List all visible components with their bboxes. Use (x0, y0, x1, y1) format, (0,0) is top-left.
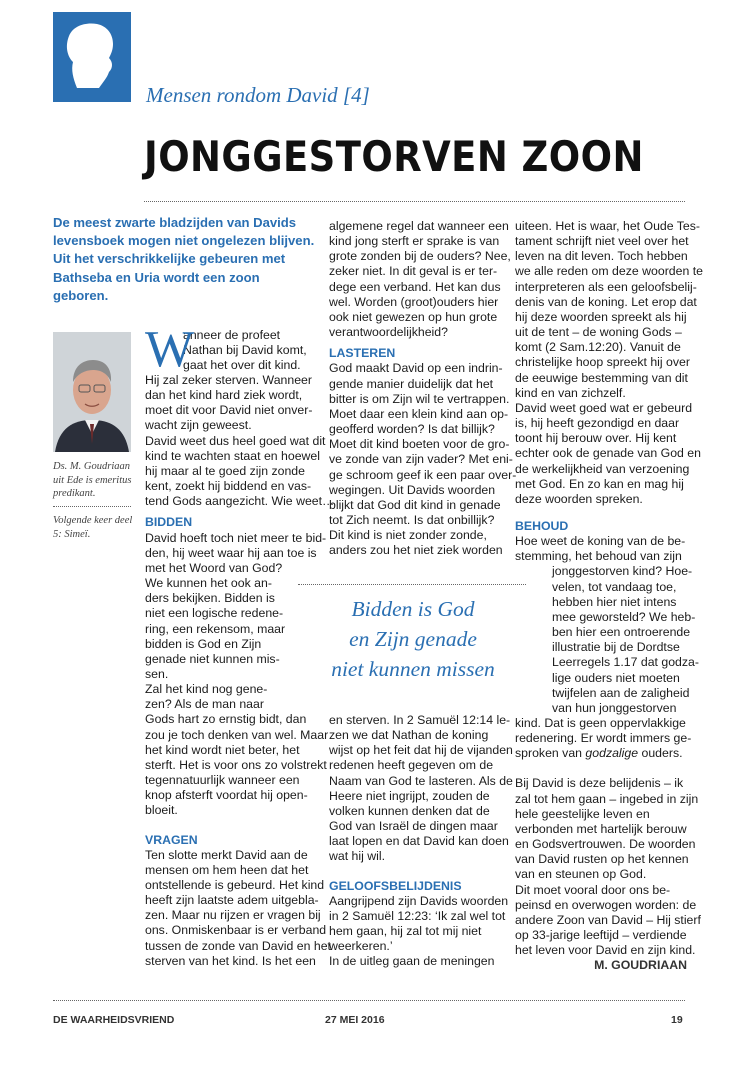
text-line: tend Gods aangezicht. Wie weet… (145, 494, 335, 509)
text-line: God van Israël de dingen maar (329, 819, 498, 834)
text-line: hem gaan, hij zal tot mij niet (329, 924, 482, 939)
text-line: en Godsvertrouwen. De woorden (515, 837, 696, 852)
text-line: Moet daar een klein kind aan op- (329, 406, 509, 421)
text-line: hebben hier niet intens (552, 594, 677, 609)
text-line: zen we dat Nathan de koning (329, 728, 489, 743)
column-2-bottom (329, 713, 513, 970)
text-line: met het Woord van God? (145, 560, 283, 575)
text-line: genade niet kunnen mis- (145, 651, 280, 666)
text-line: illustratie bij de Dordtse (552, 640, 680, 655)
text-span: sproken van (515, 746, 586, 761)
section-heading-bidden: BIDDEN (145, 515, 193, 530)
text-line: interpreteren als een geloofsbelij- (515, 279, 697, 294)
text-line: kent, zoekt hij biddend en vas- (145, 479, 312, 494)
text-line: dan het kind hard ziek wordt, (145, 388, 303, 403)
text-line: deze woorden spreken. (515, 491, 643, 506)
text-line: dege een verband. Het kan dus (329, 279, 501, 294)
text-line: denis van de koning. Let erop dat (515, 294, 697, 309)
text-line: bitter is om Zijn wil te vertrappen. (329, 391, 510, 406)
text-line: stemming, het behoud van zijn (515, 549, 682, 564)
text-line: wel. Worden (groot)ouders hier (329, 294, 499, 309)
author-signature: M. GOUDRIAAN (594, 958, 687, 973)
text-line: ons. Onmiskenbaar is er verband (145, 923, 327, 938)
section-heading-vragen: VRAGEN (145, 832, 198, 847)
text-line: van David rusten op het kennen (515, 852, 689, 867)
text-line: algemene regel dat wanneer een (329, 219, 509, 233)
text-line: zou je toch denken van wel. Maar (145, 727, 329, 742)
text-line: In de uitleg gaan de meningen (329, 954, 495, 969)
text-line: hij maar al te goed zijn zonde (145, 463, 305, 478)
text-line: wacht zijn geweest. (145, 418, 252, 433)
text-line: zeker niet. In dit geval is er ter- (329, 264, 498, 279)
footer-divider (53, 1000, 685, 1001)
text-line: de werkelijkheid van verzoening (515, 461, 690, 476)
text-line: verantwoordelijkheid? (329, 325, 448, 340)
text-line: anneer de profeet (183, 328, 281, 342)
text-line: David weet goed wat er gebeurd (515, 400, 693, 415)
text-line: sterft. Het is voor ons zo volstrekt (145, 757, 327, 772)
text-line: ook niet gewezen op hun grote (329, 309, 498, 324)
sidebar-divider (53, 506, 131, 507)
text-line: de eeuwige bestemming van dit (515, 370, 688, 385)
emphasis-text: godzalige (585, 746, 639, 761)
text-span: ouders. (638, 746, 683, 761)
text-line: niet een logische redene- (145, 606, 284, 621)
next-episode-note: Volgende keer deel 5: Simeï. (53, 515, 133, 540)
text-line: Hij zal zeker sterven. Wanneer (145, 373, 312, 387)
issue-date: 27 MEI 2016 (325, 1014, 385, 1026)
text-line: uit de tent – de woning Gods – (515, 325, 682, 340)
text-line: sen. (145, 666, 169, 681)
quote-divider (298, 584, 526, 585)
magazine-logo (53, 12, 131, 102)
text-line: Bij David is deze belijdenis – ik (515, 776, 684, 791)
text-line: David hoeft toch niet meer te bid- (145, 530, 327, 545)
text-line: weerkeren.’ (329, 939, 393, 954)
text-line: bidden is God en Zijn (145, 636, 262, 651)
text-line: wijst op het feit dat hij de vijanden (329, 743, 513, 758)
text-line: hij deze woorden spreekt als hij (515, 309, 687, 324)
text-line: van hun jonggestorven (552, 700, 677, 715)
head-silhouette-icon (53, 12, 131, 102)
text-line: ve zonde van zijn vader? Met eni- (329, 452, 513, 467)
text-line: We kunnen het ook an- (145, 576, 272, 591)
text-line: echter ook de genade van God en (515, 446, 701, 461)
text-line: is, hij heeft gezondigd en daar (515, 416, 680, 431)
text-line: David weet dus heel goed wat dit (145, 433, 326, 448)
text-line: Leerregels 1.17 dat godza- (552, 655, 699, 670)
section-heading-geloofsbelijdenis: GELOOFSBELIJDENIS (329, 878, 462, 893)
text-line: twijfelen aan de zaligheid (552, 685, 690, 700)
text-line: andere Zoon van David – Hij stierf (515, 912, 701, 927)
quote-line: en Zijn genade (349, 627, 477, 651)
text-line: het kind wordt niet beter, het (145, 742, 300, 757)
text-line: Hoe weet de koning van de be- (515, 534, 686, 549)
photo-caption: Ds. M. Goudriaan uit Ede is emeritus predikant. (53, 461, 132, 499)
text-line: mee geworsteld? We heb- (552, 609, 696, 624)
text-line: Dit kind is niet zonder zonde, (329, 528, 487, 543)
text-line: lige ouders niet moeten (552, 670, 680, 685)
text-line: kind. Dat is geen oppervlakkige (515, 716, 686, 730)
quote-line: niet kunnen missen (331, 657, 495, 681)
text-line: gende manier duidelijk dat het (329, 376, 494, 391)
text-line: leven na dit leven. Toch hebben (515, 249, 688, 264)
text-line: peinsd en overwogen worden: de (515, 897, 697, 912)
text-line: wat hij wil. (329, 849, 386, 864)
text-line: tegennatuurlijk wanneer een (145, 773, 300, 788)
text-line: op 33-jarige leeftijd – verdiende (515, 928, 687, 943)
text-line: heeft zijn laatste adem uitgebla- (145, 893, 319, 908)
section-heading-behoud: BEHOUD (515, 518, 569, 533)
article-title: JONGGESTORVEN ZOON (144, 132, 644, 181)
column-1 (145, 321, 335, 969)
text-line: ben hier een ontroerende (552, 625, 691, 640)
text-line: anders zou het niet ziek worden (329, 543, 503, 558)
text-line: gaat het over dit kind. (183, 358, 301, 373)
quote-line: Bidden is God (351, 597, 475, 621)
page-number: 19 (671, 1014, 683, 1026)
column-3 (515, 219, 703, 974)
text-line (515, 746, 687, 761)
text-line: Dit moet vooral door ons be- (515, 882, 671, 897)
text-line: uiteen. Het is waar, het Oude Tes- (515, 219, 701, 233)
text-line: van en steunen op God. (515, 867, 647, 882)
text-line: tot Zich neemt. Is dat onbillijk? (329, 512, 495, 527)
text-line: blijkt dat God dit kind in genade (329, 497, 501, 512)
text-line: Moet dit kind boeten voor de gro- (329, 437, 510, 452)
text-line: God maakt David op een indrin- (329, 361, 503, 376)
text-line: knop afsterft voordat hij open- (145, 788, 308, 803)
text-line: ders bekijken. Bidden is (145, 591, 275, 606)
text-line: christelijke hoop spreekt hij over (515, 355, 690, 370)
text-line: ontstellende is gebeurd. Het kind (145, 878, 325, 892)
text-line: velen, tot vandaag toe, (552, 579, 677, 594)
text-line: ge schroom geef ik een paar over- (329, 467, 517, 482)
text-line: tussen de zonde van David en het (145, 938, 331, 953)
author-photo (53, 332, 131, 452)
text-line: Aangrijpend zijn Davids woorden (329, 893, 509, 908)
text-line: in 2 Samuël 12:23: ‘Ik zal wel tot (329, 908, 506, 923)
text-line: zal tot hem gaan – ingebed in zijn (515, 791, 699, 806)
text-line: geofferd worden? Is dat billijk? (329, 422, 495, 437)
text-line: we alle reden om deze woorden te (515, 264, 703, 279)
text-line: laat lopen en dat David kan doen (329, 834, 509, 849)
text-line: Nathan bij David komt, (183, 343, 307, 358)
text-line: verbonden met hartelijk berouw (515, 821, 687, 836)
text-line: kind jong sterft er sprake is van (329, 234, 500, 249)
text-line: Ten slotte merkt David aan de (145, 847, 308, 862)
pull-quote (300, 594, 526, 684)
text-line: Gods hart zo ernstig bidt, dan (145, 712, 307, 727)
section-heading-lasteren: LASTEREN (329, 346, 396, 361)
text-line: redenen heeft gegeven om de (329, 758, 494, 773)
text-line: kind en van zichzelf. (515, 385, 626, 400)
text-line: komt (2 Sam.12:20). Vanuit de (515, 340, 681, 355)
text-line: den, hij weet waar hij aan toe is (145, 545, 317, 560)
text-line: moet dit voor David niet onver- (145, 403, 313, 418)
text-line: bloeit. (145, 803, 178, 818)
text-line: kind te wachten staat en hoewel (145, 448, 321, 463)
text-line: redenering. Er wordt immers ge- (515, 731, 692, 746)
text-line: sterven van het kind. Is het een (145, 953, 316, 968)
text-line: tament schrijft niet veel over het (515, 234, 689, 249)
series-kicker: Mensen rondom David [4] (146, 83, 370, 107)
publication-name: DE WAARHEIDSVRIEND (53, 1014, 175, 1026)
text-line: Naam van God te lasteren. Als de (329, 773, 513, 788)
text-line: het leven voor David en zijn kind. (515, 943, 696, 958)
text-line: met God. En zo kan en mag hij (515, 476, 684, 491)
text-line: volken kunnen denken dat de (329, 803, 490, 818)
text-line: ring, een rekensom, maar (145, 621, 286, 636)
text-line: wegingen. Uit Davids woorden (329, 482, 496, 497)
text-line: Heere niet ingrijpt, zouden de (329, 788, 490, 803)
text-line: Zal het kind nog gene- (145, 682, 268, 697)
intro-paragraph: De meest zwarte bladzijden van Davids levensboek mogen niet ongelezen blijven. Uit het verschrikkelijke gebeuren met Bathseba en Uria wordt een zoon geboren. (53, 215, 315, 303)
text-line: mensen om hem heen dat het (145, 862, 309, 877)
text-line: hele geestelijke leven en (515, 806, 650, 821)
text-line: zen? Als de man naar (145, 697, 264, 712)
column-2-top (329, 219, 517, 558)
text-line: jonggestorven kind? Hoe- (552, 564, 693, 579)
text-line: en sterven. In 2 Samuël 12:14 le- (329, 713, 511, 727)
text-line: toont hij berouw over. Hij kent (515, 431, 677, 446)
drop-cap: W (145, 321, 195, 378)
text-line: zen. Maar nu rijzen er vragen bij (145, 908, 321, 923)
title-divider (144, 201, 685, 202)
text-line: grote zonden bij de ouders? Nee, (329, 249, 511, 264)
